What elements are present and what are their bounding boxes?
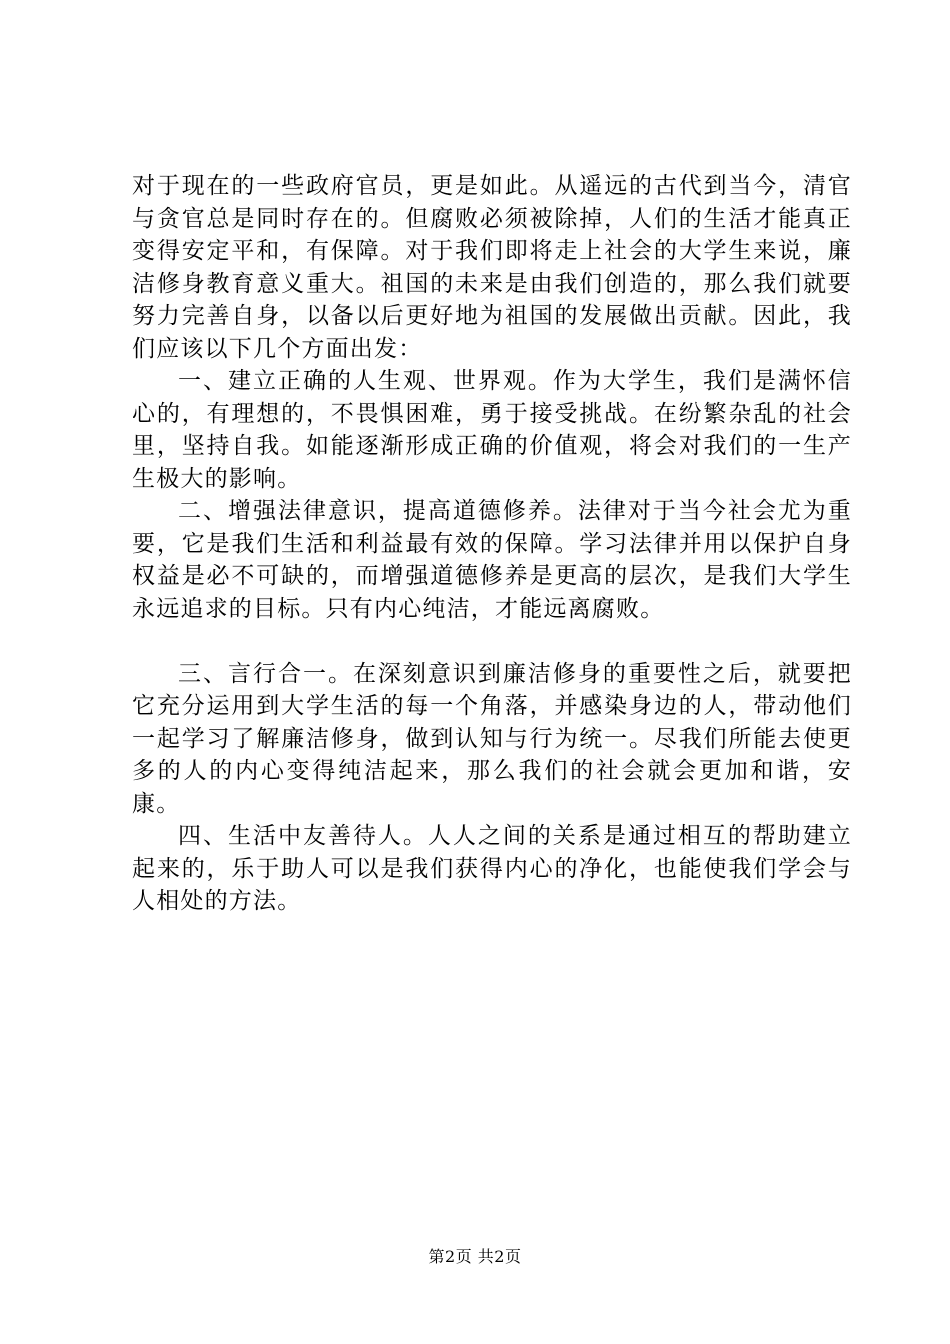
document-body xyxy=(132,170,852,918)
paragraph-point-one: 一、建立正确的人生观、世界观。作为大学生，我们是满怀信心的，有理想的，不畏惧困难，勇于接受挑战。在纷繁杂乱的社会里，坚持自我。如能逐渐形成正确的价值观，将会对我们的一生产生极大的影响。 xyxy=(132,368,852,492)
paragraph-intro: 对于现在的一些政府官员，更是如此。从遥远的古代到当今，清官与贪官总是同时存在的。但腐败必须被除掉，人们的生活才能真正变得安定平和，有保障。对于我们即将走上社会的大学生来说，廉洁修身教育意义重大。祖国的未来是由我们创造的，那么我们就要努力完善自身，以备以后更好地为祖国的发展做出贡献。因此，我们应该以下几个方面出发： xyxy=(132,173,852,362)
paragraph-point-two: 二、增强法律意识，提高道德修养。法律对于当今社会尤为重要，它是我们生活和利益最有效的保障。学习法律并用以保护自身权益是必不可缺的，而增强道德修养是更高的层次，是我们大学生永远追求的目标。只有内心纯洁，才能远离腐败。 xyxy=(132,498,852,622)
paragraph-point-three: 三、言行合一。在深刻意识到廉洁修身的重要性之后，就要把它充分运用到大学生活的每一个角落，并感染身边的人，带动他们一起学习了解廉洁修身，做到认知与行为统一。尽我们所能去使更多的人的内心变得纯洁起来，那么我们的社会就会更加和谐，安康。 xyxy=(132,660,852,817)
page-footer: 第2页 共2页 xyxy=(428,1247,522,1266)
paragraph-point-four: 四、生活中友善待人。人人之间的关系是通过相互的帮助建立起来的，乐于助人可以是我们获得内心的净化，也能使我们学会与人相处的方法。 xyxy=(132,823,852,914)
